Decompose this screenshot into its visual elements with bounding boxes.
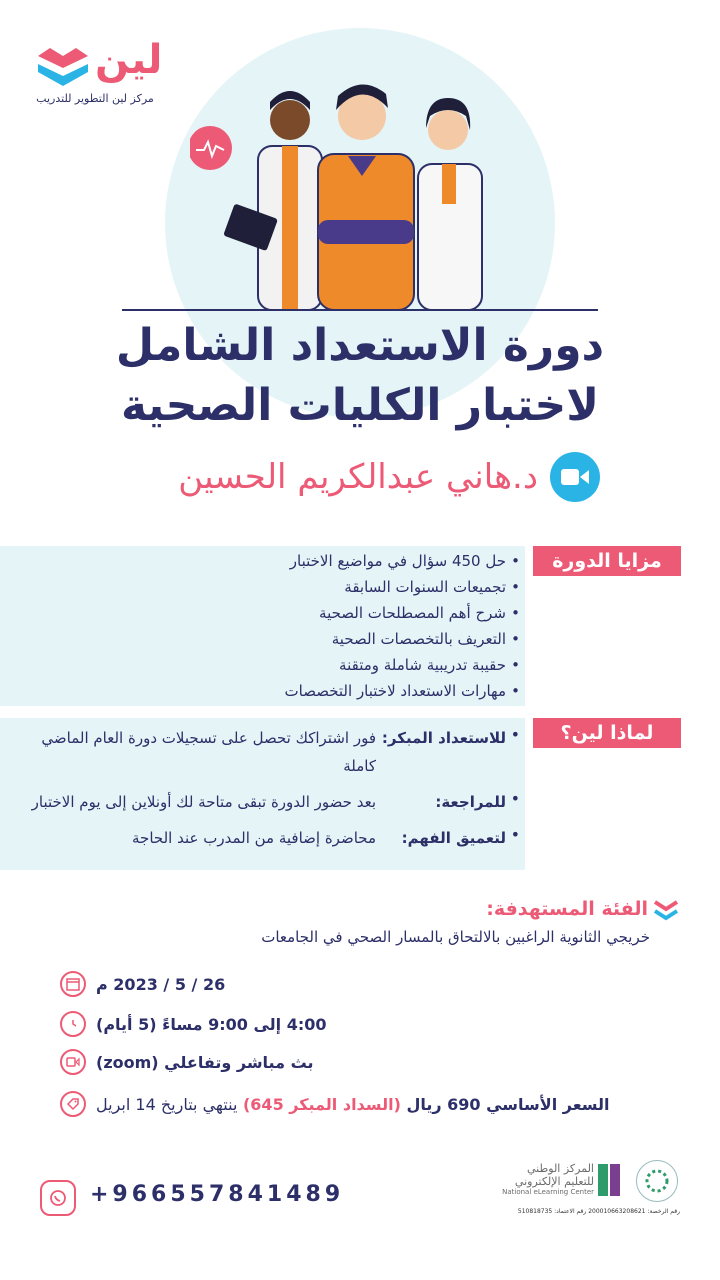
why-item [20, 724, 520, 780]
instructor-name: د.هاني عبدالكريم الحسين [178, 457, 538, 497]
why-item [20, 824, 520, 852]
target-title: الفئة المستهدفة: [486, 898, 648, 920]
mode-text: بث مباشر وتفاعلي (zoom) [96, 1052, 314, 1072]
why-item-key: • لتعميق الفهم: [401, 829, 506, 847]
brand-name: لين [95, 37, 163, 83]
hero-baseline [122, 309, 598, 311]
medical-staff-illustration [190, 80, 500, 310]
feature-item: • مهارات الاستعداد لاختبار التخصصات [20, 678, 520, 704]
why-list [20, 724, 520, 860]
ncel-name-line1: المركز الوطني [527, 1162, 594, 1175]
feature-item: • حل 450 سؤال في مواضيع الاختبار [20, 548, 520, 574]
time-row [60, 1011, 680, 1037]
price-deadline: ينتهي بتاريخ 14 ابريل [96, 1094, 238, 1114]
ncel-name-en: National eLearning Center [502, 1188, 594, 1196]
date-row [60, 971, 680, 997]
chevron-down-icon [652, 898, 680, 924]
ncel-text [480, 1162, 594, 1196]
ncel-logo-icon [596, 1162, 622, 1198]
why-item-value: محاضرة إضافية من المدرب عند الحاجة [132, 829, 376, 847]
price-row [60, 1091, 680, 1117]
clock-icon [60, 1011, 86, 1037]
feature-item: • التعريف بالتخصصات الصحية [20, 626, 520, 652]
features-tag: مزايا الدورة [533, 546, 681, 576]
date-text: 26 / 5 / 2023 م [96, 974, 226, 994]
course-title-line1: دورة الاستعداد الشامل [115, 320, 605, 371]
price-early: (السداد المبكر 645) [242, 1094, 401, 1114]
mode-row [60, 1049, 680, 1075]
price-text [96, 1095, 610, 1114]
feature-item: • تجميعات السنوات السابقة [20, 574, 520, 600]
license-text: رقم الرخصة: 2000106632086​21 رقم الاعتماد: 510818735 [517, 1208, 680, 1215]
feature-item: • حقيبة تدريبية شاملة ومتقنة [20, 652, 520, 678]
price-tag-icon [60, 1091, 86, 1117]
whatsapp-icon[interactable] [40, 1180, 76, 1216]
features-list [20, 548, 520, 704]
why-item-key: • للمراجعة: [435, 793, 506, 811]
brand-logo-icon [36, 44, 90, 88]
why-item [20, 788, 520, 816]
price-main: السعر الأساسي 690 ريال [406, 1094, 610, 1114]
instructor-row [120, 452, 600, 502]
course-title-line2: لاختبار الكليات الصحية [120, 380, 600, 431]
zoom-icon [550, 452, 600, 502]
why-tag: لماذا لين؟ [533, 718, 681, 748]
why-item-value: بعد حضور الدورة تبقى متاحة لك أونلاين إلى يوم الاختبار [31, 793, 376, 811]
why-item-value: فور اشتراكك تحصل على تسجيلات دورة العام الماضي كاملة [41, 729, 376, 775]
calendar-icon [60, 971, 86, 997]
vision-seal-icon [636, 1160, 678, 1202]
phone-number[interactable]: +966557841489 [90, 1182, 345, 1207]
feature-item: • شرح أهم المصطلحات الصحية [20, 600, 520, 626]
ncel-name-line2: للتعليم الإلكتروني [514, 1175, 594, 1188]
target-text: خريجي الثانوية الراغبين بالالتحاق بالمسار الصحي في الجامعات [261, 928, 650, 946]
why-item-key: • للاستعداد المبكر: [381, 729, 506, 747]
time-text: 4:00 إلى 9:00 مساءً (5 أيام) [96, 1014, 327, 1034]
video-camera-icon [60, 1049, 86, 1075]
brand-tagline: مركز لين التطوير للتدريب [36, 92, 154, 105]
